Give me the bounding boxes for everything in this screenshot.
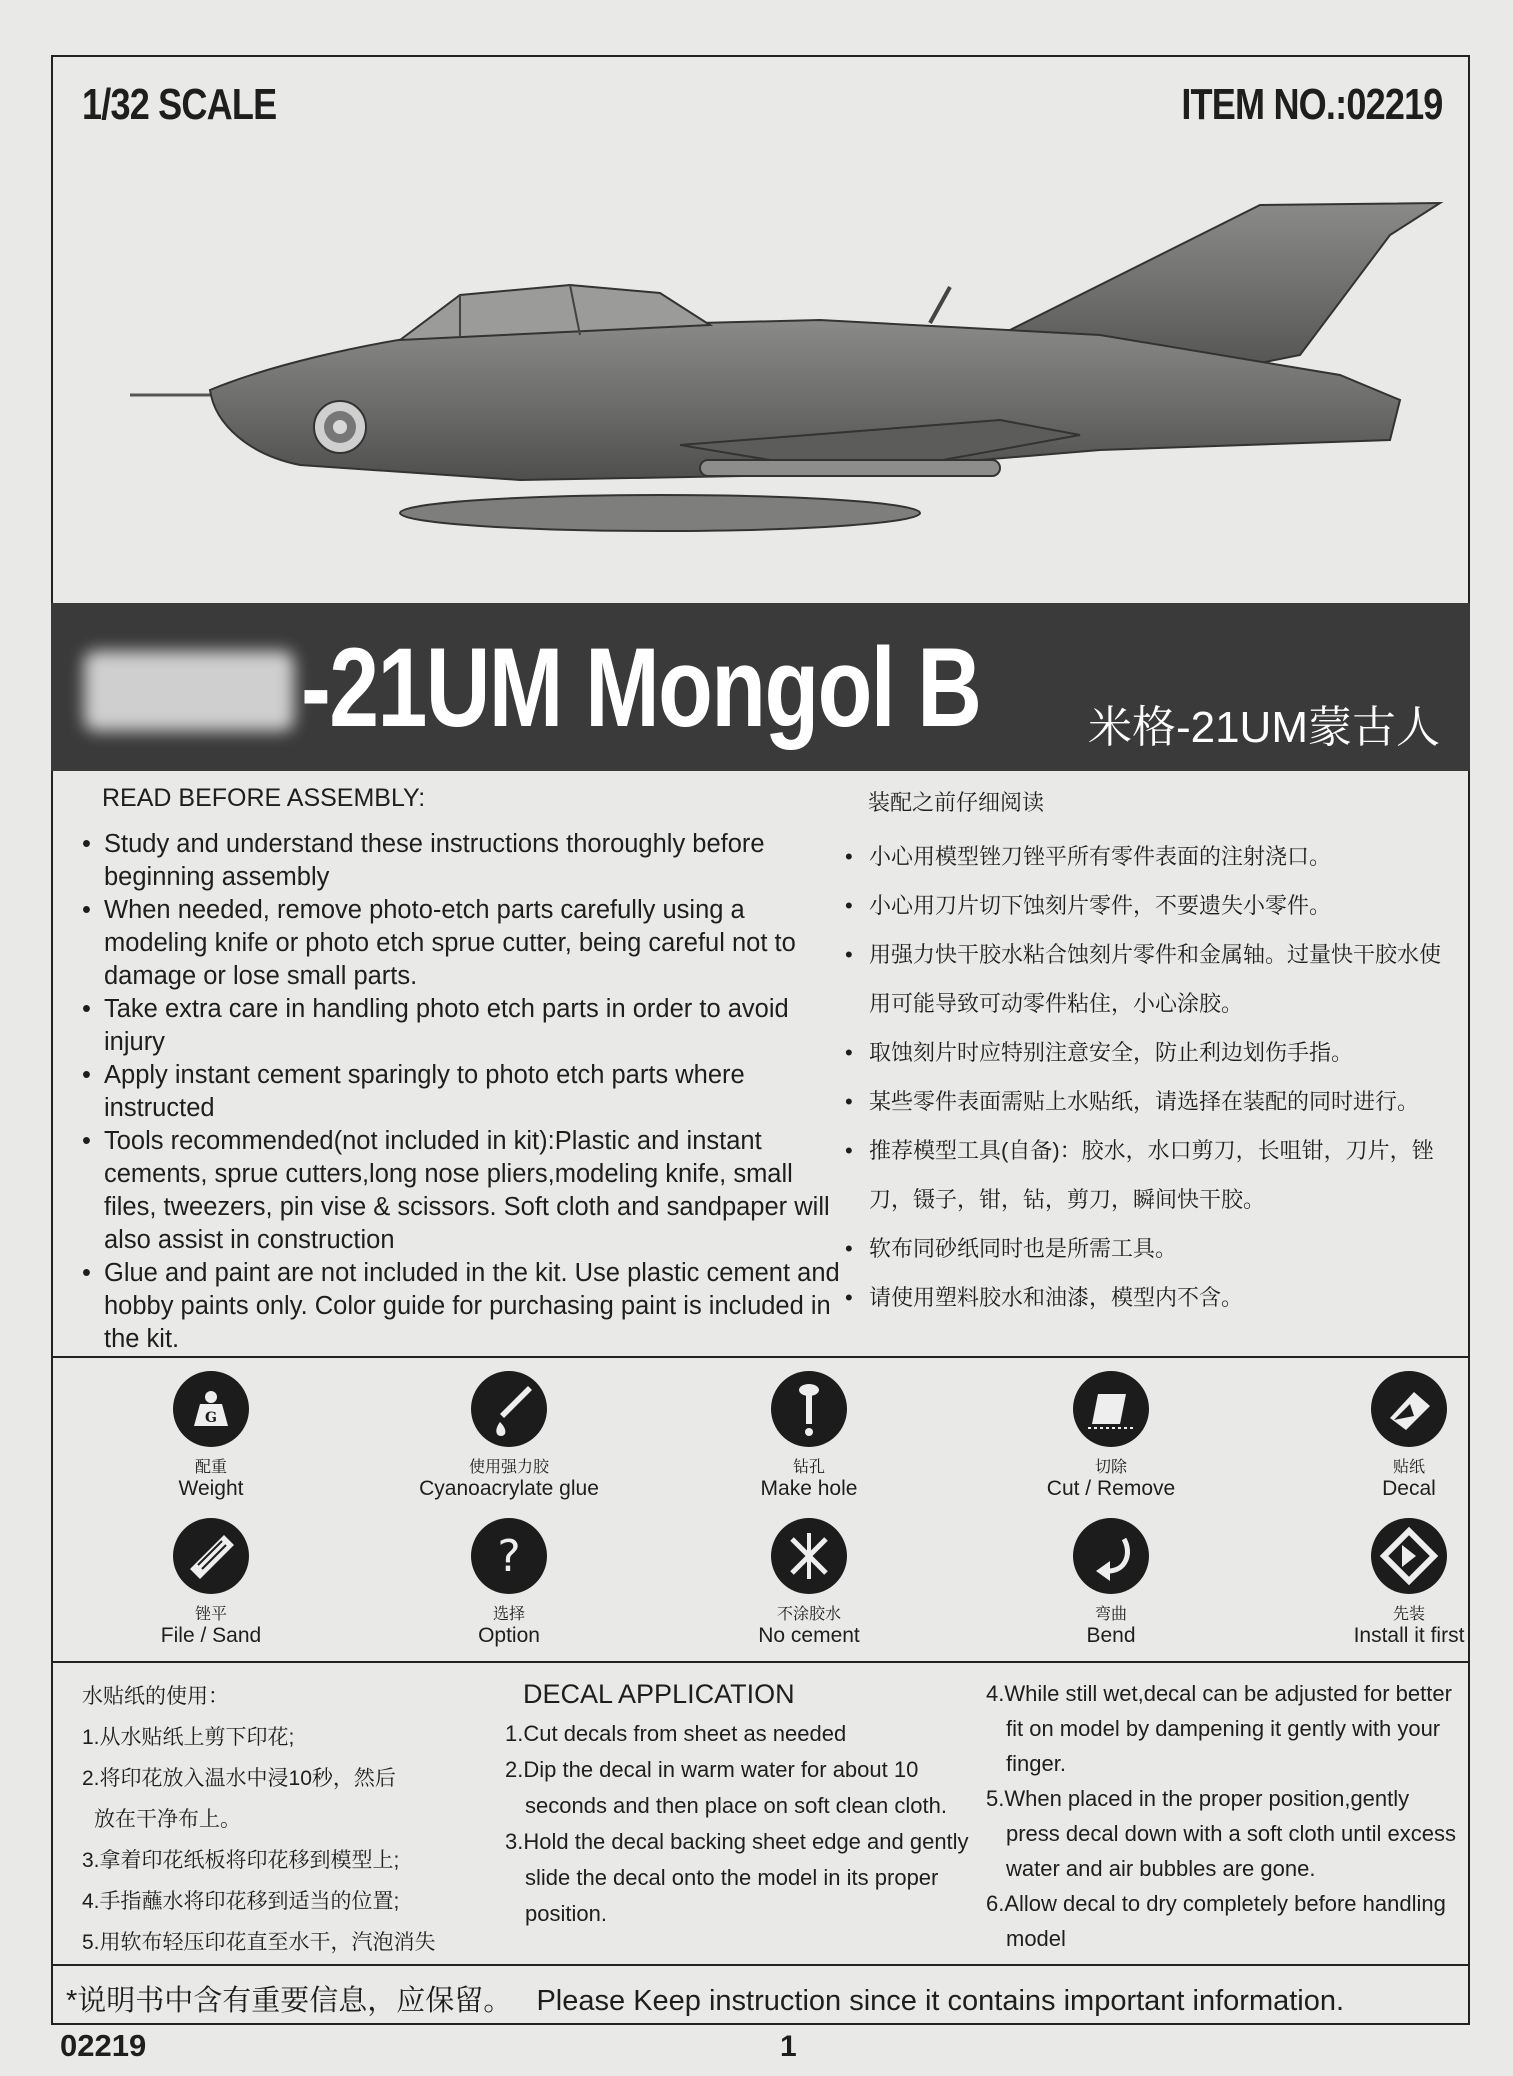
legend-install-first: 先装 Install it first: [1309, 1517, 1509, 1648]
blurred-brand: [84, 651, 294, 731]
instruction-item: • Apply instant cement sparingly to photo etch parts where instructed: [82, 1059, 842, 1125]
legend-bend: 弯曲 Bend: [1011, 1517, 1211, 1648]
legend-cut: 切除 Cut / Remove: [1011, 1370, 1211, 1501]
icon-legend: [51, 1360, 1470, 1660]
legend-decal: 贴纸 Decal: [1309, 1370, 1509, 1501]
instruction-item-cn: • 小心用刀片切下蚀刻片零件，不要遗失小零件。: [845, 881, 1455, 930]
option-icon: [470, 1517, 548, 1595]
read-before-heading-cn: 装配之前仔细阅读: [868, 790, 1045, 815]
legend-no-cement: 不涂胶水 No cement: [709, 1517, 909, 1648]
decal-icon: [1370, 1370, 1448, 1448]
page-number: 1: [780, 2030, 797, 2063]
instruction-item-cn: • 推荐模型工具(自备)：胶水，水口剪刀，长咀钳，刀片，锉刀，镊子，钳，钻，剪刀，瞬间快干胶。: [845, 1126, 1455, 1224]
divider: [51, 1964, 1470, 1966]
aircraft-illustration: [100, 175, 1460, 555]
instructions-en: [82, 828, 842, 1356]
decal-instructions-cn: 水贴纸的使用： 1.从水贴纸上剪下印花; 2.将印花放入温水中浸10秒，然后 放在干净布上。 3.拿着印花纸板将印花移到模型上; 4.手指蘸水将印花移到适当的位置; 5.用软布轻压印花直至水干，汽泡消失: [82, 1685, 436, 1954]
instruction-item-cn: • 某些零件表面需贴上水贴纸，请选择在装配的同时进行。: [845, 1077, 1455, 1126]
decal-title: DECAL APPLICATION: [523, 1679, 795, 1709]
legend-option: ? 选择 Option: [409, 1517, 609, 1648]
drill-icon: [770, 1370, 848, 1448]
decal-instructions-en-continued: 4.While still wet,decal can be adjusted for better fit on model by dampening it gently with your finger. 5.When placed in the proper position,gently press decal down with a soft cloth until excess water and air bubbles are gone. 6.Allow decal to dry completely before handling model: [986, 1681, 1457, 1951]
install-first-icon: [1370, 1517, 1448, 1595]
kit-title-cn: 米格-21UM蒙古人: [1087, 703, 1440, 752]
glue-icon: [470, 1370, 548, 1448]
instruction-item: • Study and understand these instructions thoroughly before beginning assembly: [82, 828, 842, 894]
item-code: 02219: [60, 2028, 147, 2063]
bend-icon: [1072, 1517, 1150, 1595]
cut-icon: [1072, 1370, 1150, 1448]
instruction-item-cn: • 软布同砂纸同时也是所需工具。: [845, 1224, 1455, 1273]
instruction-item-cn: • 小心用模型锉刀锉平所有零件表面的注射浇口。: [845, 832, 1455, 881]
instruction-item: • Tools recommended(not included in kit):Plastic and instant cements, sprue cutters,long nose pliers,modeling knife, small files, tweezers, pin vise & scissors. Soft cloth and sandpaper will also assist in construction: [82, 1125, 842, 1257]
instruction-item: • When needed, remove photo-etch parts carefully using a modeling knife or photo etch sprue cutter, being careful not to damage or lose small parts.: [82, 894, 842, 993]
legend-weight: G 配重 Weight: [111, 1370, 311, 1501]
divider: [51, 1356, 1470, 1358]
instruction-item: • Glue and paint are not included in the kit. Use plastic cement and hobby paints only. Color guide for purchasing paint is included in the kit.: [82, 1257, 842, 1356]
kit-title: -21UM Mongol B: [301, 625, 981, 750]
keep-instructions-notice: *说明书中含有重要信息，应保留。 Please Keep instruction since it contains important information.: [66, 1985, 1345, 2017]
svg-text:G: G: [205, 1410, 217, 1426]
instruction-item-cn: • 用强力快干胶水粘合蚀刻片零件和金属轴。过量快干胶水使用可能导致可动零件粘住，小心涂胶。: [845, 930, 1455, 1028]
legend-glue: 使用强力胶 Cyanoacrylate glue: [409, 1370, 609, 1501]
scale-label: 1/32 SCALE: [82, 80, 277, 129]
legend-file: 锉平 File / Sand: [111, 1517, 311, 1648]
instruction-item-cn: • 请使用塑料胶水和油漆，模型内不含。: [845, 1273, 1455, 1322]
title-banner: [51, 603, 1470, 771]
weight-icon: [172, 1370, 250, 1448]
divider: [51, 1661, 1470, 1663]
read-before-heading: READ BEFORE ASSEMBLY:: [102, 784, 426, 812]
instruction-item-cn: • 取蚀刻片时应特别注意安全，防止利边划伤手指。: [845, 1028, 1455, 1077]
item-number: ITEM NO.:02219: [1181, 80, 1443, 129]
instruction-item: • Take extra care in handling photo etch parts in order to avoid injury: [82, 993, 842, 1059]
legend-drill: 钻孔 Make hole: [709, 1370, 909, 1501]
svg-text:?: ?: [497, 1531, 521, 1582]
file-icon: [172, 1517, 250, 1595]
no-cement-icon: [770, 1517, 848, 1595]
instructions-cn: [845, 832, 1455, 1322]
decal-instructions-en: DECAL APPLICATION 1.Cut decals from sheet as needed 2.Dip the decal in warm water for about 10 seconds and then place on soft clean cloth. 3.Hold the decal backing sheet edge and gently slide the decal onto the model in its proper position.: [505, 1676, 985, 1932]
